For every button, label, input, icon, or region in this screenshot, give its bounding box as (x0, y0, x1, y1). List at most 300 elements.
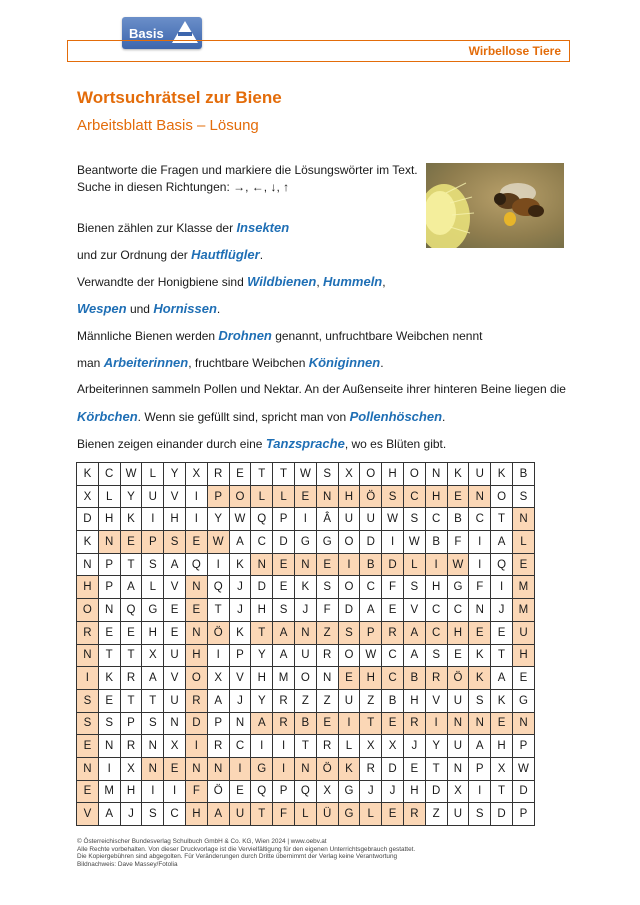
grid-cell: G (447, 576, 469, 599)
grid-cell: Q (207, 576, 229, 599)
grid-cell: H (251, 599, 273, 622)
grid-cell: T (251, 463, 273, 486)
grid-cell: I (185, 735, 207, 758)
grid-cell: J (294, 599, 316, 622)
sentence-6 (77, 355, 384, 370)
grid-cell: N (294, 621, 316, 644)
grid-cell: S (273, 599, 295, 622)
grid-cell: W (360, 644, 382, 667)
grid-cell: N (142, 735, 164, 758)
grid-cell: G (512, 689, 534, 712)
grid-cell: E (294, 485, 316, 508)
grid-cell: W (120, 463, 142, 486)
grid-cell: A (403, 621, 425, 644)
grid-cell: Y (251, 644, 273, 667)
answer-word: Tanzsprache (265, 436, 345, 451)
grid-cell: N (98, 599, 120, 622)
footer-image-credit: Bildnachweis: Dave Massey/Fotolia (77, 860, 178, 868)
grid-cell: E (77, 735, 99, 758)
sentence-text: , wo es Blüten gibt. (344, 437, 447, 451)
grid-cell: M (512, 599, 534, 622)
grid-cell: D (273, 531, 295, 554)
grid-cell: U (142, 485, 164, 508)
instruction-line-1: Beantworte die Fragen und markiere die Lösungswörter im Text. (77, 163, 418, 177)
grid-cell: T (251, 803, 273, 826)
grid-cell: A (229, 531, 251, 554)
grid-cell: E (469, 621, 491, 644)
grid-cell: E (403, 757, 425, 780)
grid-cell: C (382, 644, 404, 667)
grid-cell: I (229, 757, 251, 780)
grid-cell: Y (425, 735, 447, 758)
grid-cell: A (164, 553, 186, 576)
grid-cell: I (164, 780, 186, 803)
grid-cell: S (469, 689, 491, 712)
sentence-text: genannt, unfruchtbare Weibchen nennt (271, 329, 483, 343)
grid-cell: F (382, 576, 404, 599)
grid-cell: R (316, 735, 338, 758)
grid-cell: I (469, 531, 491, 554)
grid-row (77, 689, 535, 712)
grid-cell: N (98, 735, 120, 758)
grid-cell: L (360, 803, 382, 826)
sentence-text: man (77, 356, 104, 370)
grid-cell: E (273, 553, 295, 576)
grid-cell: E (77, 780, 99, 803)
grid-cell: W (512, 757, 534, 780)
grid-cell: O (338, 576, 360, 599)
grid-cell: H (403, 689, 425, 712)
grid-cell: I (185, 508, 207, 531)
answer-word: Pollenhöschen (349, 409, 443, 424)
grid-cell: Ö (360, 485, 382, 508)
grid-cell: Z (425, 803, 447, 826)
grid-cell: A (207, 803, 229, 826)
grid-cell: V (229, 667, 251, 690)
grid-row (77, 463, 535, 486)
grid-cell: R (120, 735, 142, 758)
grid-cell: I (273, 735, 295, 758)
grid-cell: B (403, 667, 425, 690)
grid-cell: J (491, 599, 513, 622)
grid-cell: C (164, 803, 186, 826)
grid-cell: R (77, 621, 99, 644)
grid-cell: D (77, 508, 99, 531)
answer-word: Insekten (236, 220, 290, 235)
grid-cell: L (98, 485, 120, 508)
grid-cell: S (403, 508, 425, 531)
grid-cell: O (403, 463, 425, 486)
grid-cell: S (338, 621, 360, 644)
grid-row (77, 803, 535, 826)
grid-cell: H (403, 780, 425, 803)
grid-cell: G (338, 780, 360, 803)
grid-cell: O (229, 485, 251, 508)
grid-cell: X (316, 780, 338, 803)
grid-cell: C (382, 667, 404, 690)
grid-cell: W (207, 531, 229, 554)
grid-cell: X (77, 485, 99, 508)
grid-cell: B (360, 553, 382, 576)
grid-cell: U (294, 644, 316, 667)
bee-on-flower-photo-icon (426, 163, 564, 248)
grid-cell: A (360, 599, 382, 622)
grid-cell: N (294, 553, 316, 576)
grid-cell: L (142, 463, 164, 486)
grid-cell: Z (294, 689, 316, 712)
grid-cell: E (382, 803, 404, 826)
grid-cell: D (360, 531, 382, 554)
grid-cell: Ö (207, 621, 229, 644)
grid-cell: P (207, 485, 229, 508)
grid-cell: F (316, 599, 338, 622)
grid-cell: N (469, 712, 491, 735)
grid-cell: Â (316, 508, 338, 531)
instructions (77, 162, 437, 196)
grid-cell: H (491, 735, 513, 758)
grid-cell: X (185, 463, 207, 486)
grid-cell: D (382, 757, 404, 780)
grid-cell: O (338, 531, 360, 554)
grid-cell: G (338, 803, 360, 826)
sentence-text: , (382, 275, 386, 289)
grid-cell: U (447, 689, 469, 712)
grid-cell: R (120, 667, 142, 690)
grid-cell: U (360, 508, 382, 531)
grid-cell: N (185, 757, 207, 780)
grid-cell: K (447, 463, 469, 486)
grid-cell: G (294, 531, 316, 554)
grid-cell: Y (120, 485, 142, 508)
grid-cell: D (425, 780, 447, 803)
grid-cell: N (316, 667, 338, 690)
grid-cell: T (425, 757, 447, 780)
grid-cell: A (273, 621, 295, 644)
grid-cell: Y (164, 463, 186, 486)
sentence-4 (77, 301, 220, 316)
grid-cell: E (316, 553, 338, 576)
grid-cell: K (491, 689, 513, 712)
grid-cell: B (382, 689, 404, 712)
grid-cell: N (98, 531, 120, 554)
grid-cell: B (294, 712, 316, 735)
answer-word: Körbchen (77, 409, 138, 424)
grid-cell: R (403, 803, 425, 826)
footer-fees: Die Kopiergebühren sind abgegolten. Für Veränderungen durch Dritte übernimmt der Verlag keine Verantwortung (77, 853, 398, 861)
grid-cell: I (338, 553, 360, 576)
grid-cell: S (77, 689, 99, 712)
grid-cell: K (491, 463, 513, 486)
grid-cell: I (142, 508, 164, 531)
sentence-text: Arbeiterinnen sammeln Pollen und Nektar. An der Außenseite ihrer hinteren Beine liegen die (77, 382, 566, 396)
grid-cell: J (403, 735, 425, 758)
grid-cell: N (77, 644, 99, 667)
grid-cell: E (491, 712, 513, 735)
grid-cell: R (207, 735, 229, 758)
grid-cell: O (294, 667, 316, 690)
sentence-text: . (216, 302, 221, 316)
grid-cell: N (316, 485, 338, 508)
grid-cell: D (185, 712, 207, 735)
page-title: Wortsuchrätsel zur Biene (77, 88, 282, 107)
grid-cell: Z (360, 689, 382, 712)
grid-cell: I (294, 508, 316, 531)
grid-cell: N (469, 485, 491, 508)
sentence-text: Männliche Bienen werden (77, 329, 219, 343)
grid-cell: L (403, 553, 425, 576)
logo-text: Basis (129, 26, 164, 41)
sentence-text: . Wenn sie gefüllt sind, spricht man von (137, 410, 350, 424)
grid-cell: H (338, 485, 360, 508)
grid-cell: J (120, 803, 142, 826)
sentence-1 (77, 220, 289, 235)
grid-cell: S (512, 485, 534, 508)
grid-cell: D (382, 553, 404, 576)
page-subtitle: Arbeitsblatt Basis – Lösung (77, 117, 259, 134)
sentence-text: und zur Ordnung der (77, 248, 192, 262)
bee-photo (426, 163, 564, 248)
grid-cell: H (142, 621, 164, 644)
grid-cell: E (164, 757, 186, 780)
grid-cell: R (403, 712, 425, 735)
grid-cell: N (185, 576, 207, 599)
grid-cell: B (447, 508, 469, 531)
grid-cell: D (491, 803, 513, 826)
grid-cell: N (207, 757, 229, 780)
grid-cell: C (403, 485, 425, 508)
grid-cell: A (273, 644, 295, 667)
grid-cell: T (120, 644, 142, 667)
grid-cell: X (447, 780, 469, 803)
grid-cell: E (316, 712, 338, 735)
grid-cell: C (360, 576, 382, 599)
answer-word: Königinnen (308, 355, 381, 370)
grid-cell: E (512, 667, 534, 690)
grid-row (77, 553, 535, 576)
grid-cell: X (120, 757, 142, 780)
grid-cell: X (164, 735, 186, 758)
grid-cell: H (447, 621, 469, 644)
grid-cell: T (98, 644, 120, 667)
grid-cell: M (98, 780, 120, 803)
grid-cell: A (403, 644, 425, 667)
grid-cell: N (185, 621, 207, 644)
grid-cell: E (382, 712, 404, 735)
grid-cell: F (273, 803, 295, 826)
footer-copyright: © Österreichischer Bundesverlag Schulbuch GmbH & Co. KG, Wien 2024 | www.oebv.at (77, 838, 327, 845)
grid-cell: K (98, 667, 120, 690)
grid-cell: Y (251, 689, 273, 712)
grid-cell: R (273, 689, 295, 712)
grid-cell: E (98, 689, 120, 712)
answer-word: Hornissen (153, 301, 217, 316)
sentence-text: Verwandte der Honigbiene sind (77, 275, 248, 289)
grid-cell: R (425, 667, 447, 690)
grid-cell: T (360, 712, 382, 735)
grid-cell: H (120, 780, 142, 803)
grid-cell: Q (251, 508, 273, 531)
grid-cell: X (338, 463, 360, 486)
grid-cell: L (251, 485, 273, 508)
grid-cell: U (338, 689, 360, 712)
grid-cell: X (382, 735, 404, 758)
grid-cell: E (338, 667, 360, 690)
grid-cell: C (425, 621, 447, 644)
grid-cell: R (207, 463, 229, 486)
grid-cell: S (382, 485, 404, 508)
grid-cell: G (316, 531, 338, 554)
footer (77, 838, 557, 868)
grid-cell: N (294, 757, 316, 780)
grid-cell: R (382, 621, 404, 644)
grid-cell: A (469, 735, 491, 758)
grid-row (77, 780, 535, 803)
grid-cell: R (185, 689, 207, 712)
grid-cell: V (77, 803, 99, 826)
grid-cell: K (294, 576, 316, 599)
grid-cell: M (273, 667, 295, 690)
grid-cell: N (164, 712, 186, 735)
grid-cell: V (164, 576, 186, 599)
grid-cell: W (447, 553, 469, 576)
grid-cell: U (164, 644, 186, 667)
grid-cell: P (273, 508, 295, 531)
grid-cell: Q (491, 553, 513, 576)
grid-cell: H (98, 508, 120, 531)
grid-row (77, 712, 535, 735)
grid-cell: I (338, 712, 360, 735)
grid-cell: I (207, 553, 229, 576)
grid-cell: E (185, 599, 207, 622)
grid-cell: L (294, 803, 316, 826)
grid-row (77, 667, 535, 690)
sentence-9 (77, 436, 446, 451)
grid-cell: C (425, 599, 447, 622)
grid-cell: E (164, 621, 186, 644)
grid-cell: I (98, 757, 120, 780)
sentence-text: . (442, 410, 446, 424)
answer-word: Hummeln (323, 274, 383, 289)
grid-cell: T (491, 780, 513, 803)
grid-cell: J (229, 576, 251, 599)
grid-cell: K (77, 463, 99, 486)
grid-cell: Ö (447, 667, 469, 690)
grid-cell: E (491, 621, 513, 644)
grid-cell: T (207, 599, 229, 622)
grid-cell: X (207, 667, 229, 690)
grid-cell: P (98, 576, 120, 599)
grid-cell: A (98, 803, 120, 826)
grid-cell: S (98, 712, 120, 735)
grid-cell: U (447, 735, 469, 758)
grid-cell: T (120, 553, 142, 576)
grid-cell: N (251, 553, 273, 576)
grid-cell: I (469, 553, 491, 576)
grid-cell: C (447, 599, 469, 622)
grid-cell: V (164, 485, 186, 508)
grid-cell: P (360, 621, 382, 644)
grid-cell: T (294, 735, 316, 758)
header-bar (67, 40, 570, 62)
grid-row (77, 508, 535, 531)
grid-cell: I (77, 667, 99, 690)
grid-cell: A (491, 667, 513, 690)
grid-cell: O (338, 644, 360, 667)
grid-cell: A (120, 576, 142, 599)
grid-cell: L (142, 576, 164, 599)
grid-cell: H (360, 667, 382, 690)
grid-cell: W (294, 463, 316, 486)
answer-word: Arbeiterinnen (103, 355, 189, 370)
grid-cell: E (512, 553, 534, 576)
sentence-2 (77, 247, 263, 262)
grid-row (77, 576, 535, 599)
grid-cell: P (512, 735, 534, 758)
grid-cell: N (425, 463, 447, 486)
grid-cell: K (469, 667, 491, 690)
grid-cell: S (403, 576, 425, 599)
grid-cell: Ü (316, 803, 338, 826)
grid-cell: E (229, 463, 251, 486)
grid-cell: W (403, 531, 425, 554)
answer-word: Drohnen (218, 328, 272, 343)
grid-cell: J (360, 780, 382, 803)
sentence-8 (77, 409, 445, 424)
grid-cell: S (164, 531, 186, 554)
grid-cell: S (469, 803, 491, 826)
answer-word: Hautflügler (191, 247, 260, 262)
grid-cell: E (382, 599, 404, 622)
grid-cell: P (512, 803, 534, 826)
grid-cell: I (425, 553, 447, 576)
grid-cell: P (469, 757, 491, 780)
grid-cell: S (142, 803, 164, 826)
grid-cell: H (185, 803, 207, 826)
grid-cell: N (469, 599, 491, 622)
grid-cell: B (512, 463, 534, 486)
grid-cell: I (185, 485, 207, 508)
grid-cell: D (251, 576, 273, 599)
grid-cell: P (120, 712, 142, 735)
grid-row (77, 485, 535, 508)
grid-cell: P (98, 553, 120, 576)
grid-cell: U (447, 803, 469, 826)
grid-cell: E (164, 599, 186, 622)
sentence-text: und (126, 302, 154, 316)
grid-row (77, 599, 535, 622)
grid-cell: X (142, 644, 164, 667)
grid-cell: S (425, 644, 447, 667)
answer-word: Wildbienen (247, 274, 317, 289)
grid-cell: N (142, 757, 164, 780)
answer-word: Wespen (77, 301, 127, 316)
grid-cell: R (316, 644, 338, 667)
grid-cell: T (142, 689, 164, 712)
grid-cell: P (229, 644, 251, 667)
grid-cell: H (77, 576, 99, 599)
grid-cell: P (142, 531, 164, 554)
grid-cell: N (77, 757, 99, 780)
grid-cell: Q (251, 780, 273, 803)
grid-cell: F (185, 780, 207, 803)
grid-cell: Z (316, 689, 338, 712)
grid-cell: P (273, 780, 295, 803)
grid-cell: V (425, 689, 447, 712)
grid-cell: C (229, 735, 251, 758)
grid-cell: I (491, 576, 513, 599)
grid-cell: H (425, 576, 447, 599)
grid-cell: G (251, 757, 273, 780)
